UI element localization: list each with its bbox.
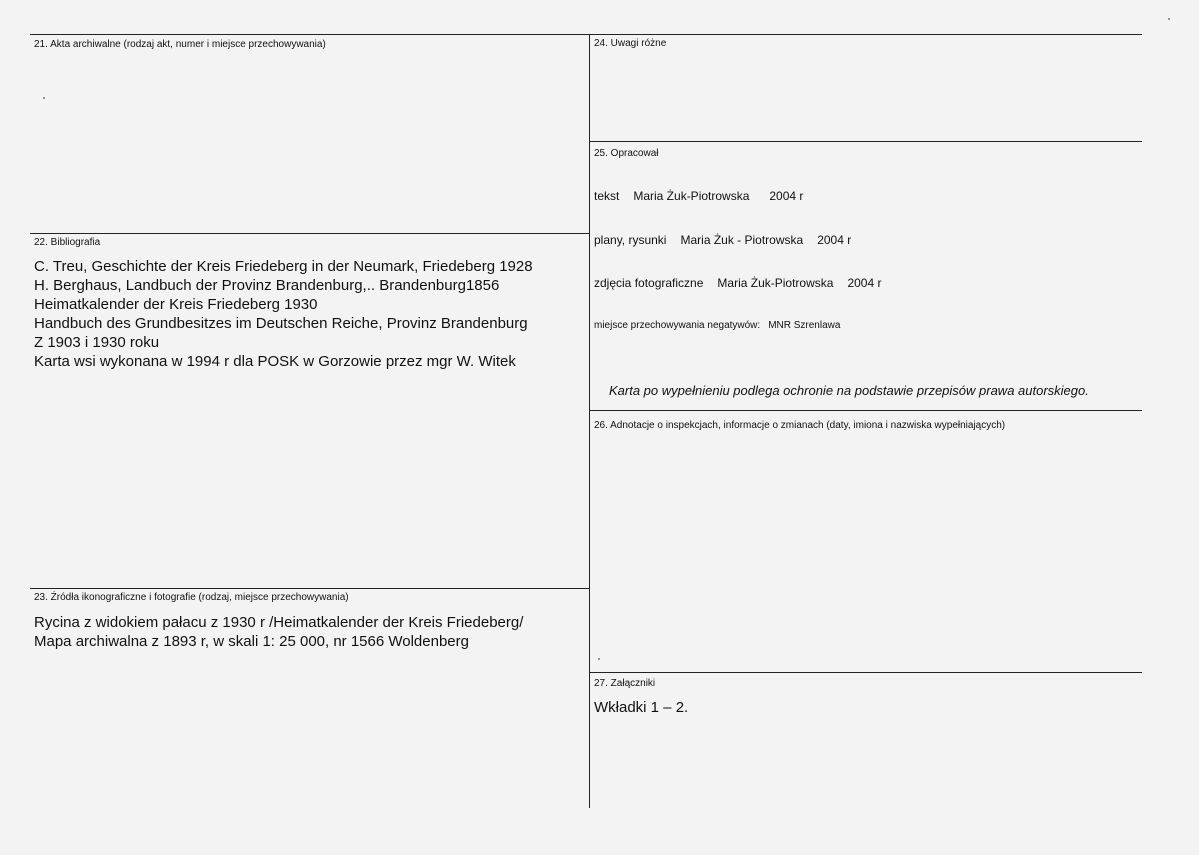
section-24-label: 24. Uwagi różne (594, 38, 667, 49)
author-text-name: Maria Żuk-Piotrowska (633, 189, 750, 203)
section-21-label: 21. Akta archiwalne (rodzaj akt, numer i miejsce przechowywania) (34, 39, 326, 50)
author-text-key: tekst (594, 189, 620, 203)
top-border-line (30, 34, 1142, 35)
author-photos-key: zdjęcia fotograficzne (594, 276, 704, 290)
author-photos-year: 2004 r (847, 276, 882, 290)
author-plans-name: Maria Żuk - Piotrowska (680, 233, 804, 247)
bibliography-list (34, 257, 533, 371)
section-23-label: 23. Źródła ikonograficzne i fotografie (rodzaj, miejsce przechowywania) (34, 592, 349, 603)
section-26-label: 26. Adnotacje o inspekcjach, informacje o zmianach (daty, imiona i nazwiska wypełniających) (594, 420, 1006, 431)
author-plans-year: 2004 r (817, 233, 852, 247)
section-25-label: 25. Opracował (594, 148, 659, 159)
bibliography-line: C. Treu, Geschichte der Kreis Friedeberg in der Neumark, Friedeberg 1928 (34, 258, 533, 275)
source-line: Mapa archiwalna z 1893 r, w skali 1: 25 000, nr 1566 Woldenberg (34, 633, 469, 650)
divider-26-27 (589, 672, 1142, 673)
author-photos-name: Maria Żuk-Piotrowska (717, 276, 834, 290)
bibliography-line: H. Berghaus, Landbuch der Provinz Brandenburg,.. Brandenburg1856 (34, 277, 500, 294)
bibliography-line: Heimatkalender der Kreis Friedeberg 1930 (34, 296, 318, 313)
source-line: Rycina z widokiem pałacu z 1930 r /Heimatkalender der Kreis Friedeberg/ (34, 614, 524, 631)
author-plans-row (594, 233, 851, 247)
scan-speck (43, 97, 45, 99)
author-plans-key: plany, rysunki (594, 233, 667, 247)
copyright-note: Karta po wypełnieniu podlega ochronie na podstawie przepisów prawa autorskiego. (609, 383, 1089, 398)
attachments-value: Wkładki 1 – 2. (594, 699, 689, 716)
negatives-location-value: MNR Szrenlawa (768, 320, 841, 331)
bibliography-line: Handbuch des Grundbesitzes im Deutschen Reiche, Provinz Brandenburg (34, 315, 528, 332)
author-text-row (594, 189, 803, 203)
center-divider-line (589, 34, 590, 808)
negatives-location-row (594, 320, 840, 332)
negatives-location-key: miejsce przechowywania negatywów: (594, 320, 761, 331)
divider-24-25 (589, 141, 1142, 142)
bibliography-line: Karta wsi wykonana w 1994 r dla POSK w Gorzowie przez mgr W. Witek (34, 353, 516, 370)
author-text-year: 2004 r (769, 189, 804, 203)
scan-speck (1168, 18, 1170, 20)
divider-22-23 (30, 588, 590, 589)
section-27-label: 27. Załączniki (594, 678, 656, 689)
divider-21-22 (30, 233, 590, 234)
section-22-label: 22. Bibliografia (34, 237, 101, 248)
divider-25-26 (589, 410, 1142, 411)
iconographic-sources-list (34, 613, 523, 651)
author-photos-row (594, 276, 881, 290)
bibliography-line: Z 1903 i 1930 roku (34, 334, 160, 351)
scan-speck (598, 658, 600, 660)
